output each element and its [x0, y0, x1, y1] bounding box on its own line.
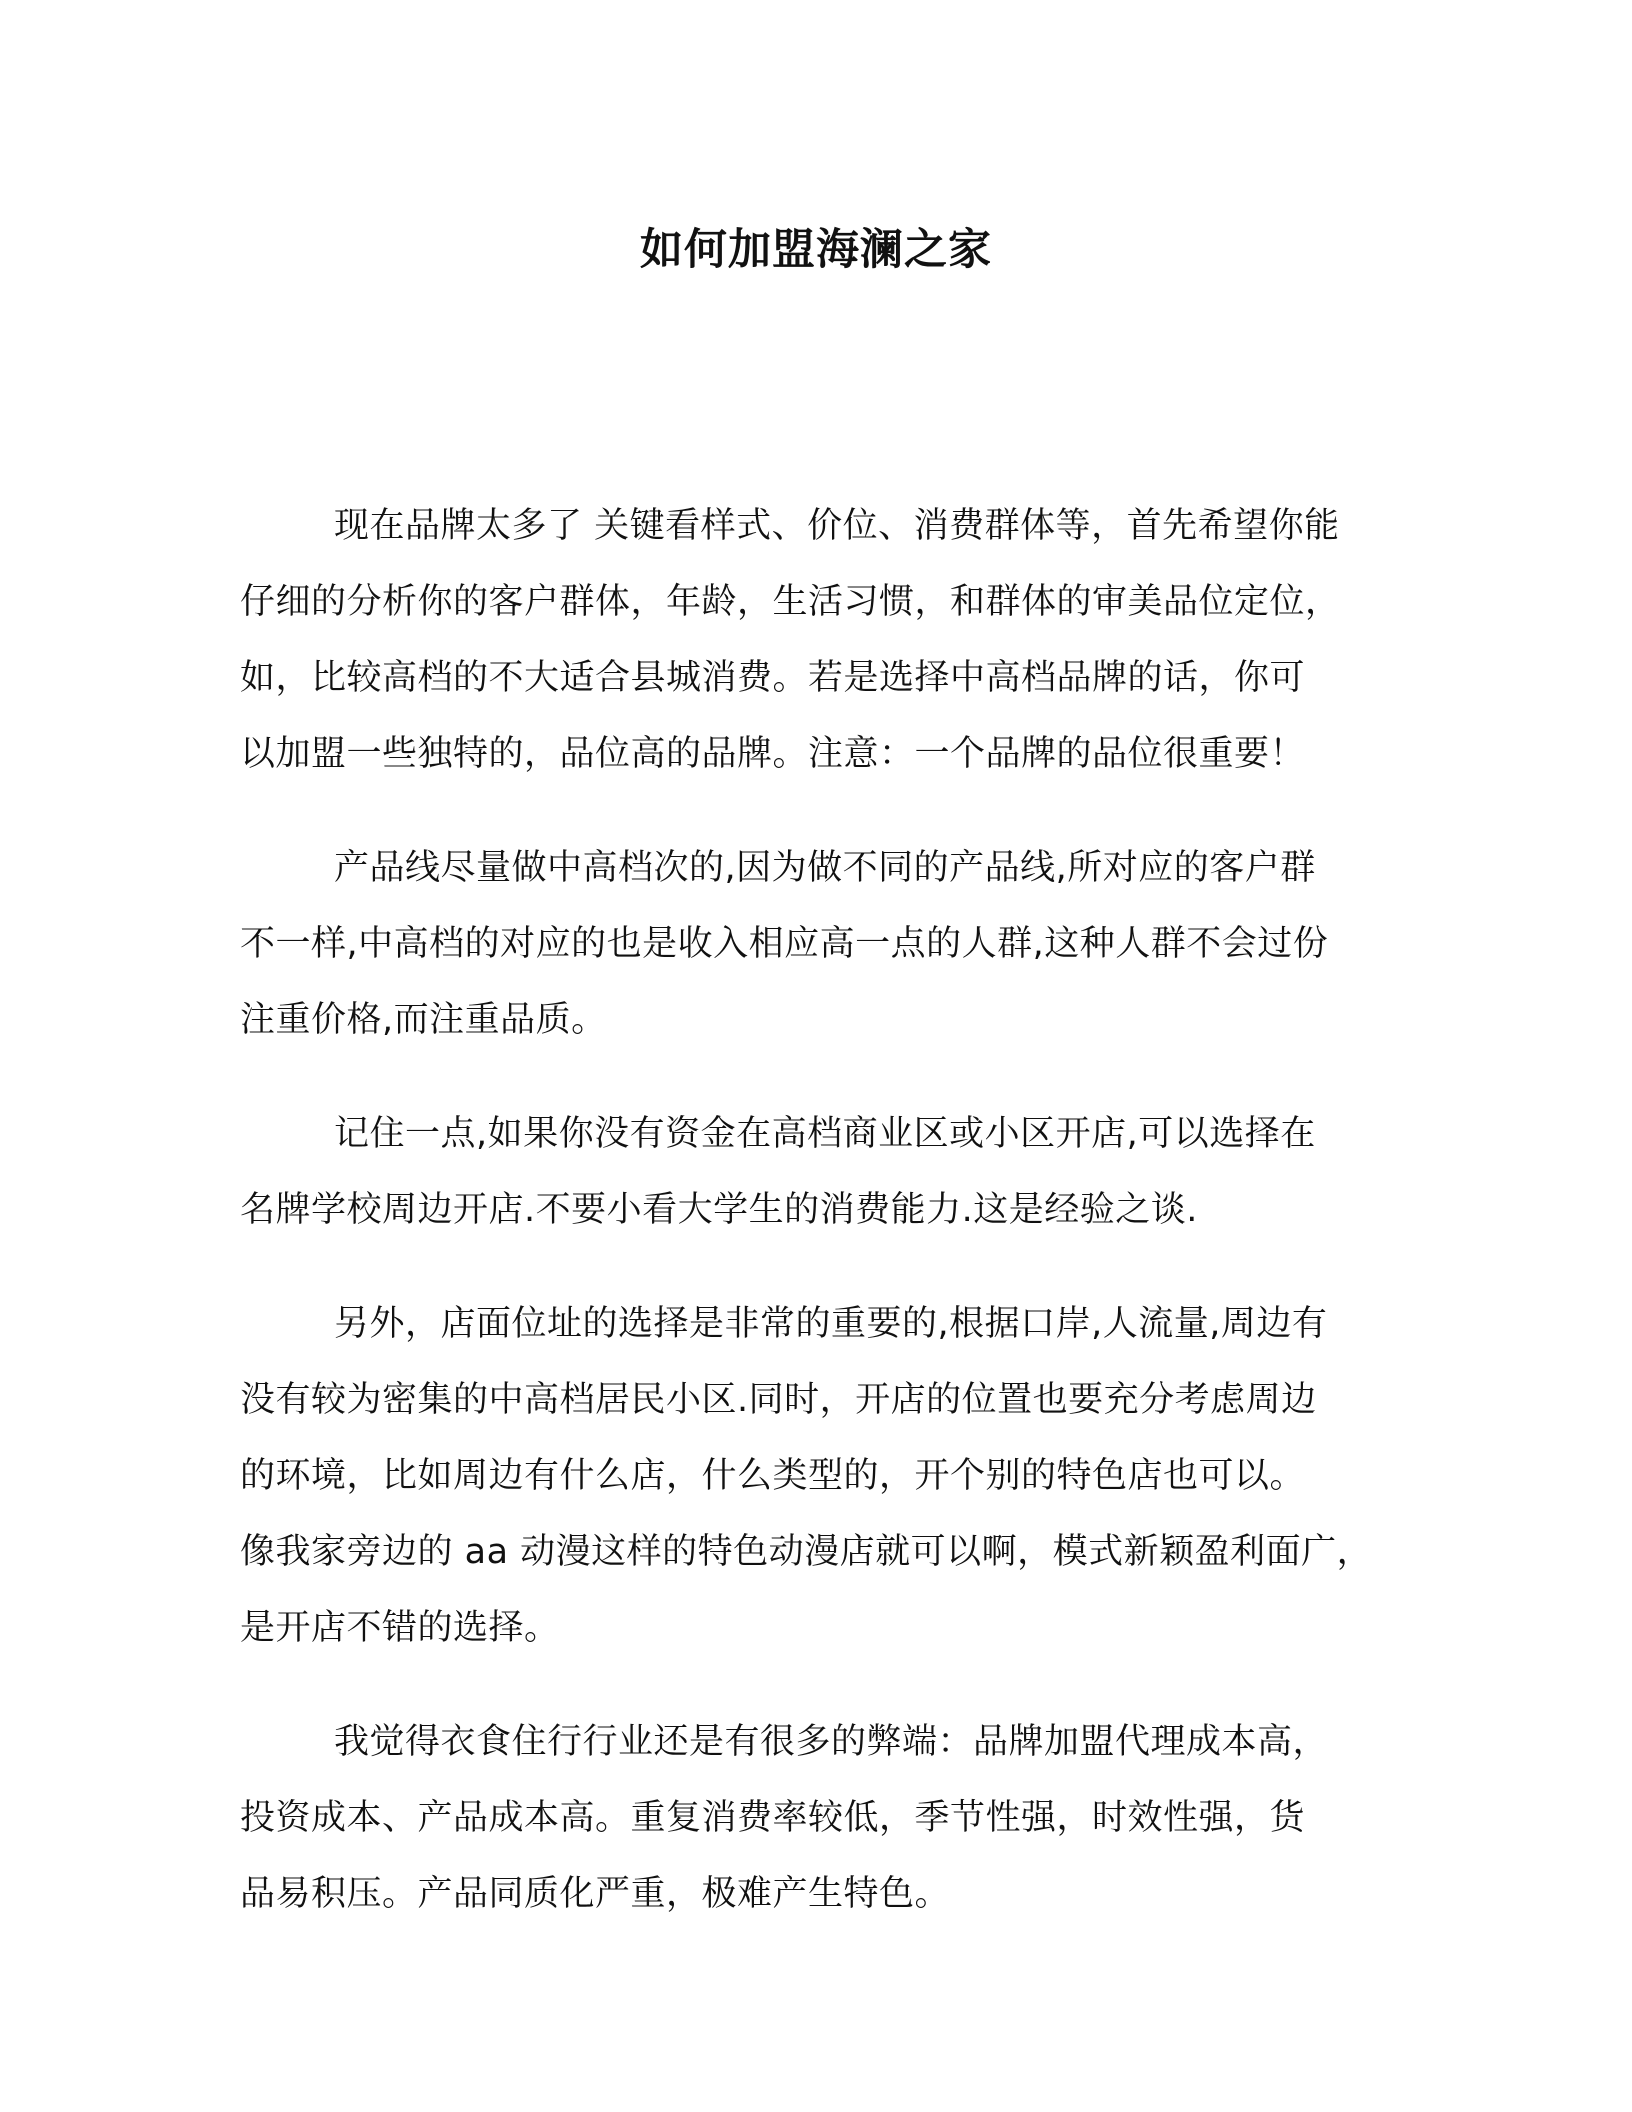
paragraph	[240, 488, 1400, 792]
paragraph-line: 注重价格,而注重品质。	[240, 1000, 607, 1040]
paragraph	[240, 830, 1400, 1058]
paragraph-line: 品易积压。产品同质化严重，极难产生特色。	[240, 1874, 951, 1914]
paragraph-line: 现在品牌太多了 关键看样式、价位、消费群体等，首先希望你能	[334, 506, 1340, 546]
paragraph	[240, 1286, 1400, 1666]
paragraph-line: 名牌学校周边开店.不要小看大学生的消费能力.这是经验之谈.	[240, 1190, 1198, 1230]
paragraph-line: 不一样,中高档的对应的也是收入相应高一点的人群,这种人群不会过份	[240, 924, 1329, 964]
paragraph-line: 仔细的分析你的客户群体，年龄，生活习惯，和群体的审美品位定位，	[240, 582, 1341, 622]
paragraph-line: 像我家旁边的 aa 动漫这样的特色动漫店就可以啊，模式新颖盈利面广，	[240, 1532, 1373, 1572]
paragraph-line: 我觉得衣食住行行业还是有很多的弊端：品牌加盟代理成本高，	[334, 1722, 1329, 1762]
document-title: 如何加盟海澜之家	[640, 225, 992, 275]
paragraph-line: 没有较为密集的中高档居民小区.同时，开店的位置也要充分考虑周边	[240, 1380, 1317, 1420]
paragraph-line: 如，比较高档的不大适合县城消费。若是选择中高档品牌的话，你可	[240, 658, 1306, 698]
paragraph-line: 另外，店面位址的选择是非常的重要的,根据口岸,人流量,周边有	[334, 1304, 1328, 1344]
paragraph-line: 投资成本、产品成本高。重复消费率较低，季节性强，时效性强，货	[240, 1798, 1306, 1838]
paragraph-line: 是开店不错的选择。	[240, 1608, 560, 1648]
document-body	[240, 488, 1400, 1970]
paragraph-line: 产品线尽量做中高档次的,因为做不同的产品线,所对应的客户群	[334, 848, 1316, 888]
paragraph-line: 记住一点,如果你没有资金在高档商业区或小区开店,可以选择在	[334, 1114, 1316, 1154]
paragraph-line: 以加盟一些独特的，品位高的品牌。注意：一个品牌的品位很重要！	[240, 734, 1306, 774]
paragraph-line: 的环境，比如周边有什么店，什么类型的，开个别的特色店也可以。	[240, 1456, 1306, 1496]
paragraph	[240, 1704, 1400, 1932]
paragraph	[240, 1096, 1400, 1248]
